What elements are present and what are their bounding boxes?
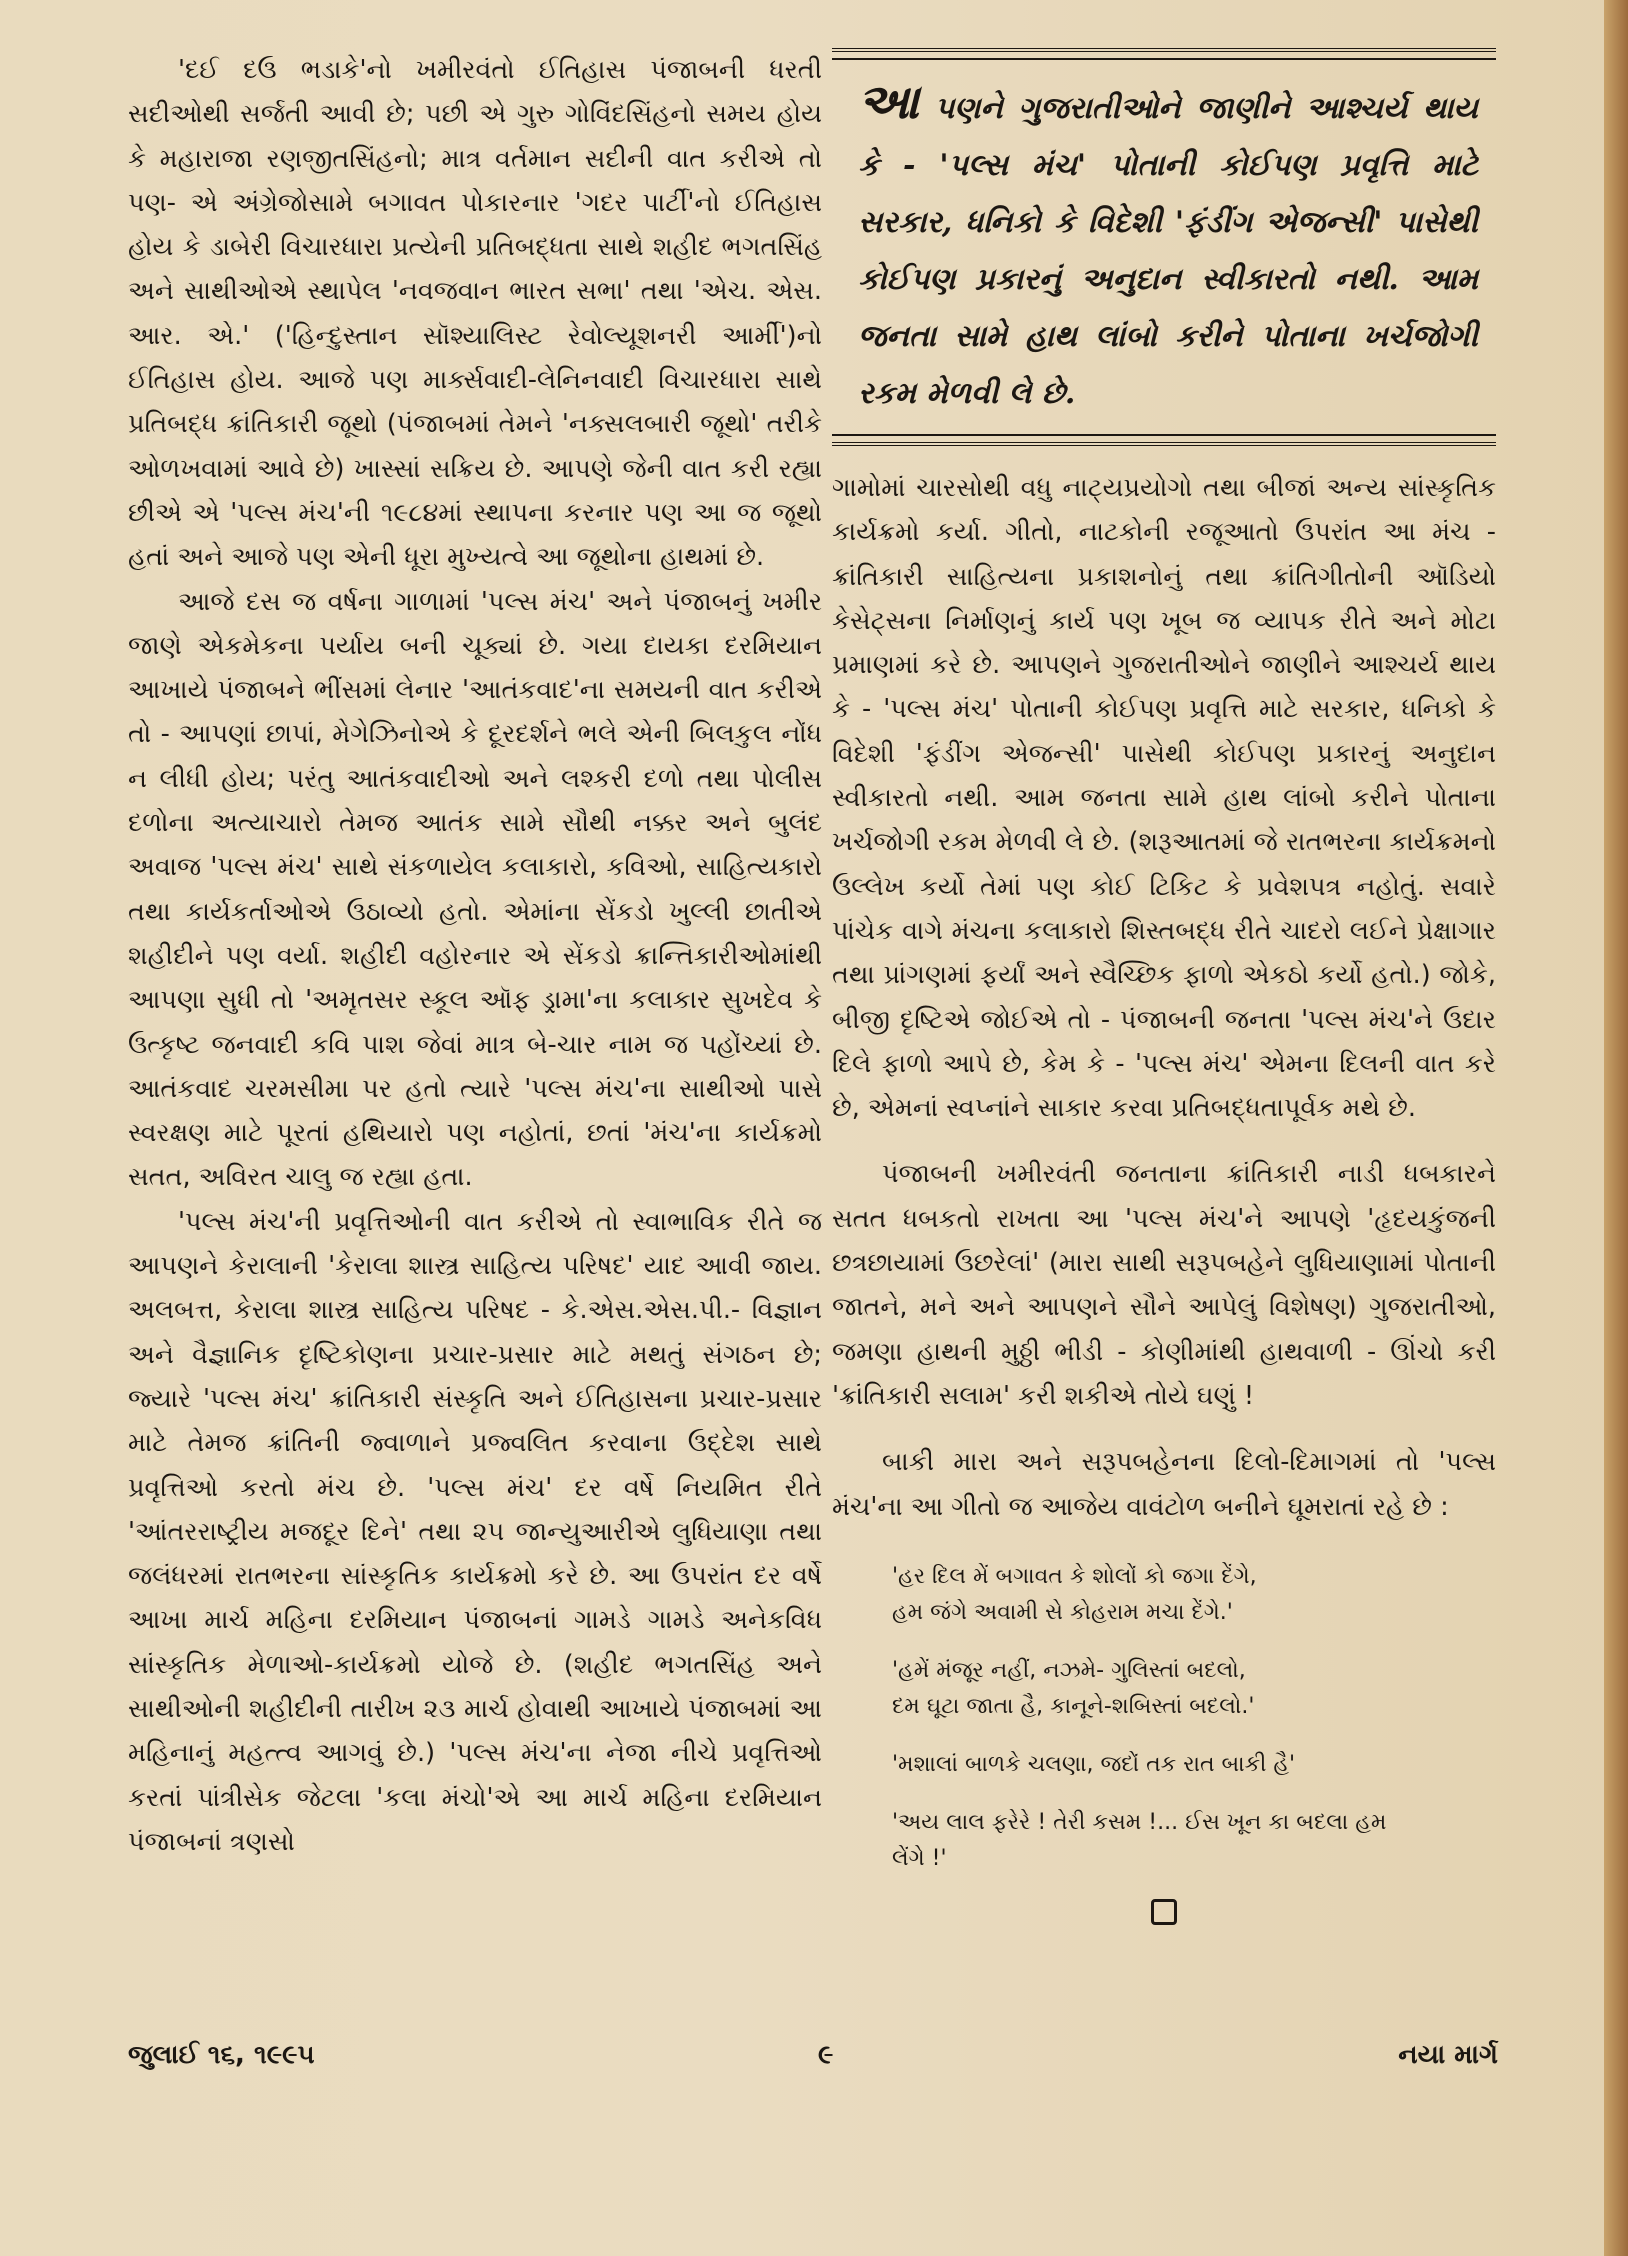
poem-verse: 'મશાલાં બાળકે ચલણા, જદોં તક રાત બાકી હૈ' xyxy=(892,1751,1296,1777)
left-column xyxy=(128,48,822,1864)
page-number: ૯ xyxy=(818,2040,834,2070)
page-edge xyxy=(1604,0,1628,2256)
pull-quote xyxy=(858,74,1478,422)
paragraph: 'દઈ દઉ ભડાકે'નો ખમીરવંતો ઈતિહાસ પંજાબની ધરતી સદીઓથી સર્જતી આવી છે; પછી એ ગુરુ ગોવિંદસિંહનો સમય હોય કે મહારાજા રણજીતસિંહનો; માત્ર વર્તમાન સદીની વાત કરીએ તો પણ- એ અંગ્રેજોસામે બગાવત પોકારનાર 'ગદર પાર્ટી'નો ઈતિહાસ હોય કે ડાબેરી વિચારધારા પ્રત્યેની પ્રતિબદ્ધતા સાથે શહીદ ભગતસિંહ અને સાથીઓએ સ્થાપેલ 'નવજવાન ભારત સભા' તથા 'એચ. એસ. આર. એ.' ('હિન્દુસ્તાન સૉશ્યાલિસ્ટ રેવોલ્યૂશનરી આર્મી')નો ઈતિહાસ હોય. આજે પણ માર્ક્સવાદી-લેનિનવાદી વિચારધારા સાથે પ્રતિબદ્ધ ક્રાંતિકારી જૂથો (પંજાબમાં તેમને 'નક્સલબારી જૂથો' તરીકે ઓળખવામાં આવે છે) ખાસ્સાં સક્રિય છે. આપણે જેની વાત કરી રહ્યા છીએ એ 'પલ્સ મંચ'ની ૧૯૮૪માં સ્થાપના કરનાર પણ આ જ જૂથો હતાં અને આજે પણ એની ધૂરા મુખ્યત્વે આ જૂથોના હાથમાં છે. xyxy=(128,55,822,573)
poem-verse: 'અય લાલ ફરેરે ! તેરી કસમ !... ઈસ ખૂન કા બદલા હમ લેંગે !' xyxy=(892,1809,1387,1871)
pull-quote-text: પણને ગુજરાતીઓને જાણીને આશ્ચર્ય થાય કે - 'પલ્સ મંચ' પોતાની કોઈપણ પ્રવૃત્તિ માટે સરકાર, ધનિકો કે વિદેશી 'ફંડીંગ એજન્સી' પાસેથી કોઈપણ પ્રકારનું અનુદાન સ્વીકારતો નથી. આમ જનતા સામે હાથ લાંબો કરીને પોતાના ખર્ચજોગી રકમ મેળવી લે છે. xyxy=(858,91,1478,411)
paragraph: 'પલ્સ મંચ'ની પ્રવૃત્તિઓની વાત કરીએ તો સ્વાભાવિક રીતે જ આપણને કેરાલાની 'કેરાલા શાસ્ત્ર સાહિત્ય પરિષદ' યાદ આવી જાય. અલબત્ત, કેરાલા શાસ્ત્ર સાહિત્ય પરિષદ - કે.એસ.એસ.પી.- વિજ્ઞાન અને વૈજ્ઞાનિક દૃષ્ટિકોણના પ્રચાર-પ્રસાર માટે મથતું સંગઠન છે; જ્યારે 'પલ્સ મંચ' ક્રાંતિકારી સંસ્કૃતિ અને ઈતિહાસના પ્રચાર-પ્રસાર માટે તેમજ ક્રાંતિની જ્વાળાને પ્રજ્વલિત કરવાના ઉદ્દેશ સાથે પ્રવૃત્તિઓ કરતો મંચ છે. 'પલ્સ મંચ' દર વર્ષે નિયમિત રીતે 'આંતરરાષ્ટ્રીય મજદૂર દિને' તથા ૨૫ જાન્યુઆરીએ લુધિયાણા તથા જલંધરમાં રાતભરના સાંસ્કૃતિક કાર્યક્રમો કરે છે. આ ઉપરાંત દર વર્ષે આખા માર્ચ મહિના દરમિયાન પંજાબનાં ગામડે ગામડે અનેકવિધ સાંસ્કૃતિક મેળાઓ-કાર્યક્રમો યોજે છે. (શહીદ ભગતસિંહ અને સાથીઓની શહીદીની તારીખ ૨૩ માર્ચ હોવાથી આખાયે પંજાબમાં આ મહિનાનું મહત્ત્વ આગવું છે.) 'પલ્સ મંચ'ના નેજા નીચે પ્રવૃત્તિઓ કરતાં પાંત્રીસેક જેટલા 'કલા મંચો'એ આ માર્ચ મહિના દરમિયાન પંજાબનાં ત્રણસો xyxy=(128,1206,822,1857)
poem-block xyxy=(892,1559,1496,1877)
paragraph: બાકી મારા અને સરૂપબહેનના દિલો-દિમાગમાં તો 'પલ્સ મંચ'ના આ ગીતો જ આજેય વાવંટોળ બનીને ઘૂમરાતાં રહે છે : xyxy=(832,1447,1496,1522)
publication-name: નયા માર્ગ xyxy=(1398,2040,1498,2070)
paragraph: પંજાબની ખમીરવંતી જનતાના ક્રાંતિકારી નાડી ધબકારને સતત ધબકતો રાખતા આ 'પલ્સ મંચ'ને આપણે 'હૃદયકુંજની છત્રછાયામાં ઉછરેલાં' (મારા સાથી સરૂપબહેને લુધિયાણામાં પોતાની જાતને, મને અને આપણને સૌને આપેલું વિશેષણ) ગુજરાતીઓ, જમણા હાથની મુઠ્ઠી ભીડી - કોણીમાંથી હાથવાળી - ઊંચો કરી 'ક્રાંતિકારી સલામ' કરી શકીએ તોયે ઘણું ! xyxy=(832,1159,1496,1411)
end-of-article-icon xyxy=(1151,1899,1177,1925)
right-column xyxy=(832,48,1496,1925)
paragraph: આજે દસ જ વર્ષના ગાળામાં 'પલ્સ મંચ' અને પંજાબનું ખમીર જાણે એકમેકના પર્યાય બની ચૂક્યાં છે. ગયા દાયકા દરમિયાન આખાયે પંજાબને ભીંસમાં લેનાર 'આતંકવાદ'ના સમયની વાત કરીએ તો - આપણાં છાપાં, મેગેઝિનોએ કે દૂરદર્શને ભલે એની બિલકુલ નોંધ ન લીધી હોય; પરંતુ આતંકવાદીઓ અને લશ્કરી દળો તથા પોલીસ દળોના અત્યાચારો તેમજ આતંક સામે સૌથી નક્કર અને બુલંદ અવાજ 'પલ્સ મંચ' સાથે સંકળાયેલ કલાકારો, કવિઓ, સાહિત્યકારો તથા કાર્યકર્તાઓએ ઉઠાવ્યો હતો. એમાંના સેંકડો ખુલ્લી છાતીએ શહીદીને પણ વર્યા. શહીદી વહોરનાર એ સેંકડો ક્રાન્તિકારીઓમાંથી આપણા સુધી તો 'અમૃતસર સ્કૂલ ઑફ ડ્રામા'ના કલાકાર સુખદેવ કે ઉત્કૃષ્ટ જનવાદી કવિ પાશ જેવાં માત્ર બે-ચાર નામ જ પહોંચ્યાં છે. આતંકવાદ ચરમસીમા પર હતો ત્યારે 'પલ્સ મંચ'ના સાથીઓ પાસે સ્વરક્ષણ માટે પૂરતાં હથિયારો પણ નહોતાં, છતાં 'મંચ'ના કાર્યક્રમો સતત, અવિરત ચાલુ જ રહ્યા હતા. xyxy=(128,586,822,1193)
pull-quote-first-word: આ xyxy=(858,74,920,130)
paragraph: ગામોમાં ચારસોથી વધુ નાટ્યપ્રયોગો તથા બીજાં અન્ય સાંસ્કૃતિક કાર્યક્રમો કર્યા. ગીતો, નાટકોની રજૂઆતો ઉપરાંત આ મંચ - ક્રાંતિકારી સાહિત્યના પ્રકાશનોનું તથા ક્રાંતિગીતોની ઑડિયો કેસેટ્સના નિર્માણનું કાર્ય પણ ખૂબ જ વ્યાપક રીતે અને મોટા પ્રમાણમાં કરે છે. આપણને ગુજરાતીઓને જાણીને આશ્ચર્ય થાય કે - 'પલ્સ મંચ' પોતાની કોઈપણ પ્રવૃત્તિ માટે સરકાર, ધનિકો કે વિદેશી 'ફંડીંગ એજન્સી' પાસેથી કોઈપણ પ્રકારનું અનુદાન સ્વીકારતો નથી. આમ જનતા સામે હાથ લાંબો કરીને પોતાના ખર્ચજોગી રકમ મેળવી લે છે. (શરૂઆતમાં જે રાતભરના કાર્યક્રમનો ઉલ્લેખ કર્યો તેમાં પણ કોઈ ટિકિટ કે પ્રવેશપત્ર નહોતું. સવારે પાંચેક વાગે મંચના કલાકારો શિસ્તબદ્ધ રીતે ચાદરો લઈને પ્રેક્ષાગાર તથા પ્રાંગણમાં ફર્યાં અને સ્વૈચ્છિક ફાળો એકઠો કર્યો હતો.) જોકે, બીજી દૃષ્ટિએ જોઈએ તો - પંજાબની જનતા 'પલ્સ મંચ'ને ઉદાર દિલે ફાળો આપે છે, કેમ કે - 'પલ્સ મંચ' એમના દિલની વાત કરે છે, એમનાં સ્વપ્નાંને સાકાર કરવા પ્રતિબદ્ધતાપૂર્વક મથે છે. xyxy=(832,473,1496,1124)
pull-quote-box xyxy=(832,48,1496,446)
poem-verse: 'હમેં મંજૂર નહીં, નઝમે- ગુલિસ્તાં બદલો, દમ ઘૂટા જાતા હૈ, કાનૂને-શબિસ્તાં બદલો.' xyxy=(892,1657,1255,1719)
footer-date: જુલાઈ ૧૬, ૧૯૯૫ xyxy=(128,2040,315,2070)
page-footer xyxy=(128,2040,1498,2080)
poem-verse: 'હર દિલ મેં બગાવત કે શોલોં કો જગા દેંગે, હમ જંગે અવામી સે કોહરામ મચા દેંગે.' xyxy=(892,1563,1257,1625)
